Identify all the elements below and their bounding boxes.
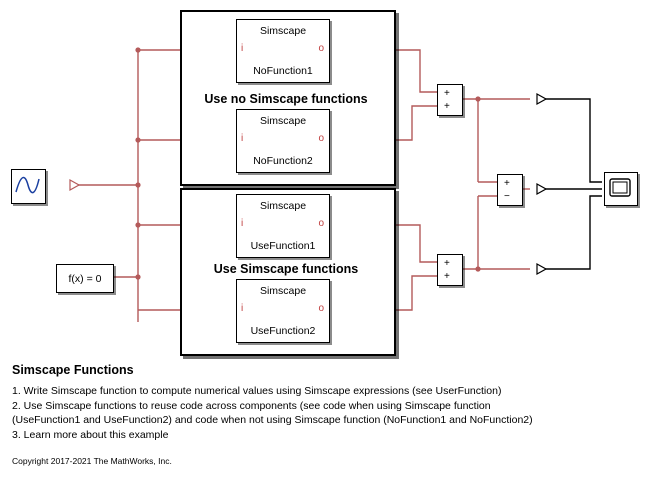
block-nofunction1-name: NoFunction1 — [253, 65, 313, 77]
note-line-2: 2. Use Simscape functions to reuse code across components (see code when using Simscape function — [12, 400, 491, 412]
sum-block-2-sign-top: + — [504, 178, 510, 189]
block-nofunction1-title: Simscape — [259, 25, 307, 37]
sum-block-1-sign-top: + — [444, 88, 450, 99]
block-usefunction2-outport-label: o — [318, 303, 324, 314]
block-usefunction2-name: UseFunction2 — [250, 325, 316, 337]
block-usefunction1-title: Simscape — [259, 200, 307, 212]
block-usefunction2-inport-label: i — [241, 303, 244, 314]
scope-block[interactable] — [604, 172, 638, 206]
solver-configuration-block[interactable] — [56, 264, 114, 293]
copyright-text: Copyright 2017-2021 The MathWorks, Inc. — [12, 456, 172, 466]
group-label-use-simscape-functions: Use Simscape functions — [213, 262, 359, 276]
note-line-1: 1. Write Simscape function to compute numerical values using Simscape expressions (see UserFunction) — [12, 385, 502, 397]
block-nofunction2[interactable] — [236, 109, 330, 173]
block-usefunction1-outport-label: o — [318, 218, 324, 229]
block-nofunction1[interactable] — [236, 19, 330, 83]
sum-block-2[interactable] — [497, 174, 523, 206]
sine-wave-icon — [12, 170, 43, 201]
block-nofunction2-inport-label: i — [241, 133, 244, 144]
block-usefunction1-inport-label: i — [241, 218, 244, 229]
sum-block-1[interactable] — [437, 84, 463, 116]
block-usefunction1-name: UseFunction1 — [250, 240, 316, 252]
block-usefunction2-title: Simscape — [259, 285, 307, 297]
scope-icon — [605, 173, 635, 203]
sum-block-2-sign-bottom: − — [504, 191, 510, 202]
block-nofunction1-outport-label: o — [318, 43, 324, 54]
block-nofunction2-outport-label: o — [318, 133, 324, 144]
block-nofunction2-title: Simscape — [259, 115, 307, 127]
block-nofunction2-name: NoFunction2 — [253, 155, 313, 167]
note-line-4[interactable]: 3. Learn more about this example — [12, 429, 169, 441]
sum-block-3-sign-top: + — [444, 258, 450, 269]
sum-block-3[interactable] — [437, 254, 463, 286]
block-usefunction2[interactable] — [236, 279, 330, 343]
block-nofunction1-inport-label: i — [241, 43, 244, 54]
group-label-no-simscape-functions: Use no Simscape functions — [204, 92, 368, 106]
solver-configuration-label: f(x) = 0 — [68, 272, 102, 285]
notes-title: Simscape Functions — [12, 363, 134, 377]
block-usefunction1[interactable] — [236, 194, 330, 258]
sum-block-1-sign-bottom: + — [444, 101, 450, 112]
sum-block-3-sign-bottom: + — [444, 271, 450, 282]
sine-wave-source-block[interactable] — [11, 169, 46, 204]
note-line-3: (UseFunction1 and UseFunction2) and code when not using Simscape function (NoFunction1 and NoFunction2) — [12, 414, 533, 426]
